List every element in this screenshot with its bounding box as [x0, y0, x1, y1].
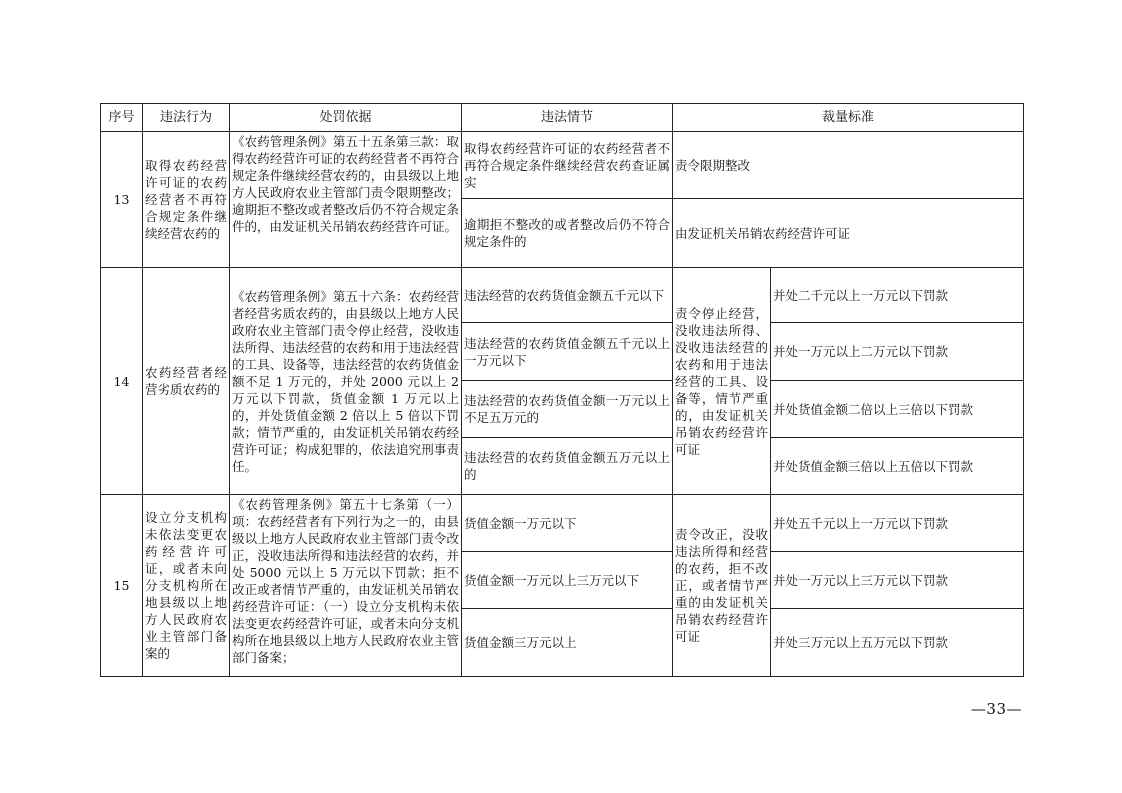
discretion-standard: 并处五千元以上一万元以下罚款 — [771, 495, 1024, 552]
violation-behavior: 取得农药经营许可证的农药经营者不再符合规定条件继续经营农药的 — [143, 132, 230, 268]
discretion-standard: 并处二千元以上一万元以下罚款 — [771, 268, 1024, 323]
discretion-standard: 并处一万元以上三万元以下罚款 — [771, 552, 1024, 609]
discretion-standard: 责令限期整改 — [673, 132, 1024, 199]
discretion-standard: 并处货值金额三倍以上五倍以下罚款 — [771, 438, 1024, 495]
violation-behavior: 农药经营者经营劣质农药的 — [143, 268, 230, 495]
header-standard: 裁量标准 — [673, 104, 1024, 132]
violation-circumstance: 逾期拒不整改的或者整改后仍不符合规定条件的 — [462, 199, 673, 268]
violation-circumstance: 违法经营的农药货值金额五千元以上一万元以下 — [462, 323, 673, 381]
discretion-standard: 并处三万元以上五万元以下罚款 — [771, 609, 1024, 677]
violation-circumstance: 取得农药经营许可证的农药经营者不再符合规定条件继续经营农药查证属实 — [462, 132, 673, 199]
violation-circumstance: 违法经营的农药货值金额五万元以上的 — [462, 438, 673, 495]
table-row — [101, 132, 1024, 199]
penalty-table — [100, 103, 1024, 677]
table-row — [101, 268, 1024, 323]
common-measure: 责令改正，没收违法所得和经营的农药，拒不改正，或者情节严重的由发证机关吊销农药经营许可证 — [673, 495, 771, 677]
header-circumstance: 违法情节 — [462, 104, 673, 132]
violation-circumstance: 货值金额一万元以下 — [462, 495, 673, 552]
row-number: 14 — [101, 268, 143, 495]
violation-circumstance: 违法经营的农药货值金额一万元以上不足五万元的 — [462, 381, 673, 438]
violation-circumstance: 违法经营的农药货值金额五千元以下 — [462, 268, 673, 323]
violation-circumstance: 货值金额三万元以上 — [462, 609, 673, 677]
discretion-standard: 并处货值金额二倍以上三倍以下罚款 — [771, 381, 1024, 438]
table-header-row — [101, 104, 1024, 132]
row-number: 13 — [101, 132, 143, 268]
violation-behavior: 设立分支机构未依法变更农药经营许可证，或者未向分支机构所在地县级以上地方人民政府农业主管部门备案的 — [143, 495, 230, 677]
penalty-basis: 《农药管理条例》第五十七条第（一）项：农药经营者有下列行为之一的，由县级以上地方人民政府农业主管部门责令改正，没收违法所得和违法经营的农药，并处 5000 元以上 5 万元以下罚款；拒不改正或者情节严重的，由发证机关吊销农药经营许可证：（一）设立分支机构未依法变更农药经营许可证，或者未向分支机构所在地县级以上地方人民政府农业主管部门备案； — [230, 495, 462, 677]
table-row — [101, 495, 1024, 552]
discretion-standard: 由发证机关吊销农药经营许可证 — [673, 199, 1024, 268]
penalty-basis: 《农药管理条例》第五十六条：农药经营者经营劣质农药的，由县级以上地方人民政府农业主管部门责令停止经营，没收违法所得、违法经营的农药和用于违法经营的工具、设备等，违法经营的农药货值金额不足 1 万元的，并处 2000 元以上 2 万元以下罚款，货值金额 1 万元以上的，并处货值金额 2 倍以上 5 倍以下罚款；情节严重的，由发证机关吊销农药经营许可证；构成犯罪的，依法追究刑事责任。 — [230, 268, 462, 495]
header-basis: 处罚依据 — [230, 104, 462, 132]
page-number: —33— — [970, 700, 1022, 718]
common-measure: 责令停止经营，没收违法所得、没收违法经营的农药和用于违法经营的工具、设备等，情节严重的，由发证机关吊销农药经营许可证 — [673, 268, 771, 495]
violation-circumstance: 货值金额一万元以上三万元以下 — [462, 552, 673, 609]
discretion-standard: 并处一万元以上二万元以下罚款 — [771, 323, 1024, 381]
header-no: 序号 — [101, 104, 143, 132]
row-number: 15 — [101, 495, 143, 677]
penalty-basis: 《农药管理条例》第五十五条第三款：取得农药经营许可证的农药经营者不再符合规定条件继续经营农药的，由县级以上地方人民政府农业主管部门责令限期整改；逾期拒不整改或者整改后仍不符合规定条件的，由发证机关吊销农药经营许可证。 — [230, 132, 462, 268]
header-behavior: 违法行为 — [143, 104, 230, 132]
